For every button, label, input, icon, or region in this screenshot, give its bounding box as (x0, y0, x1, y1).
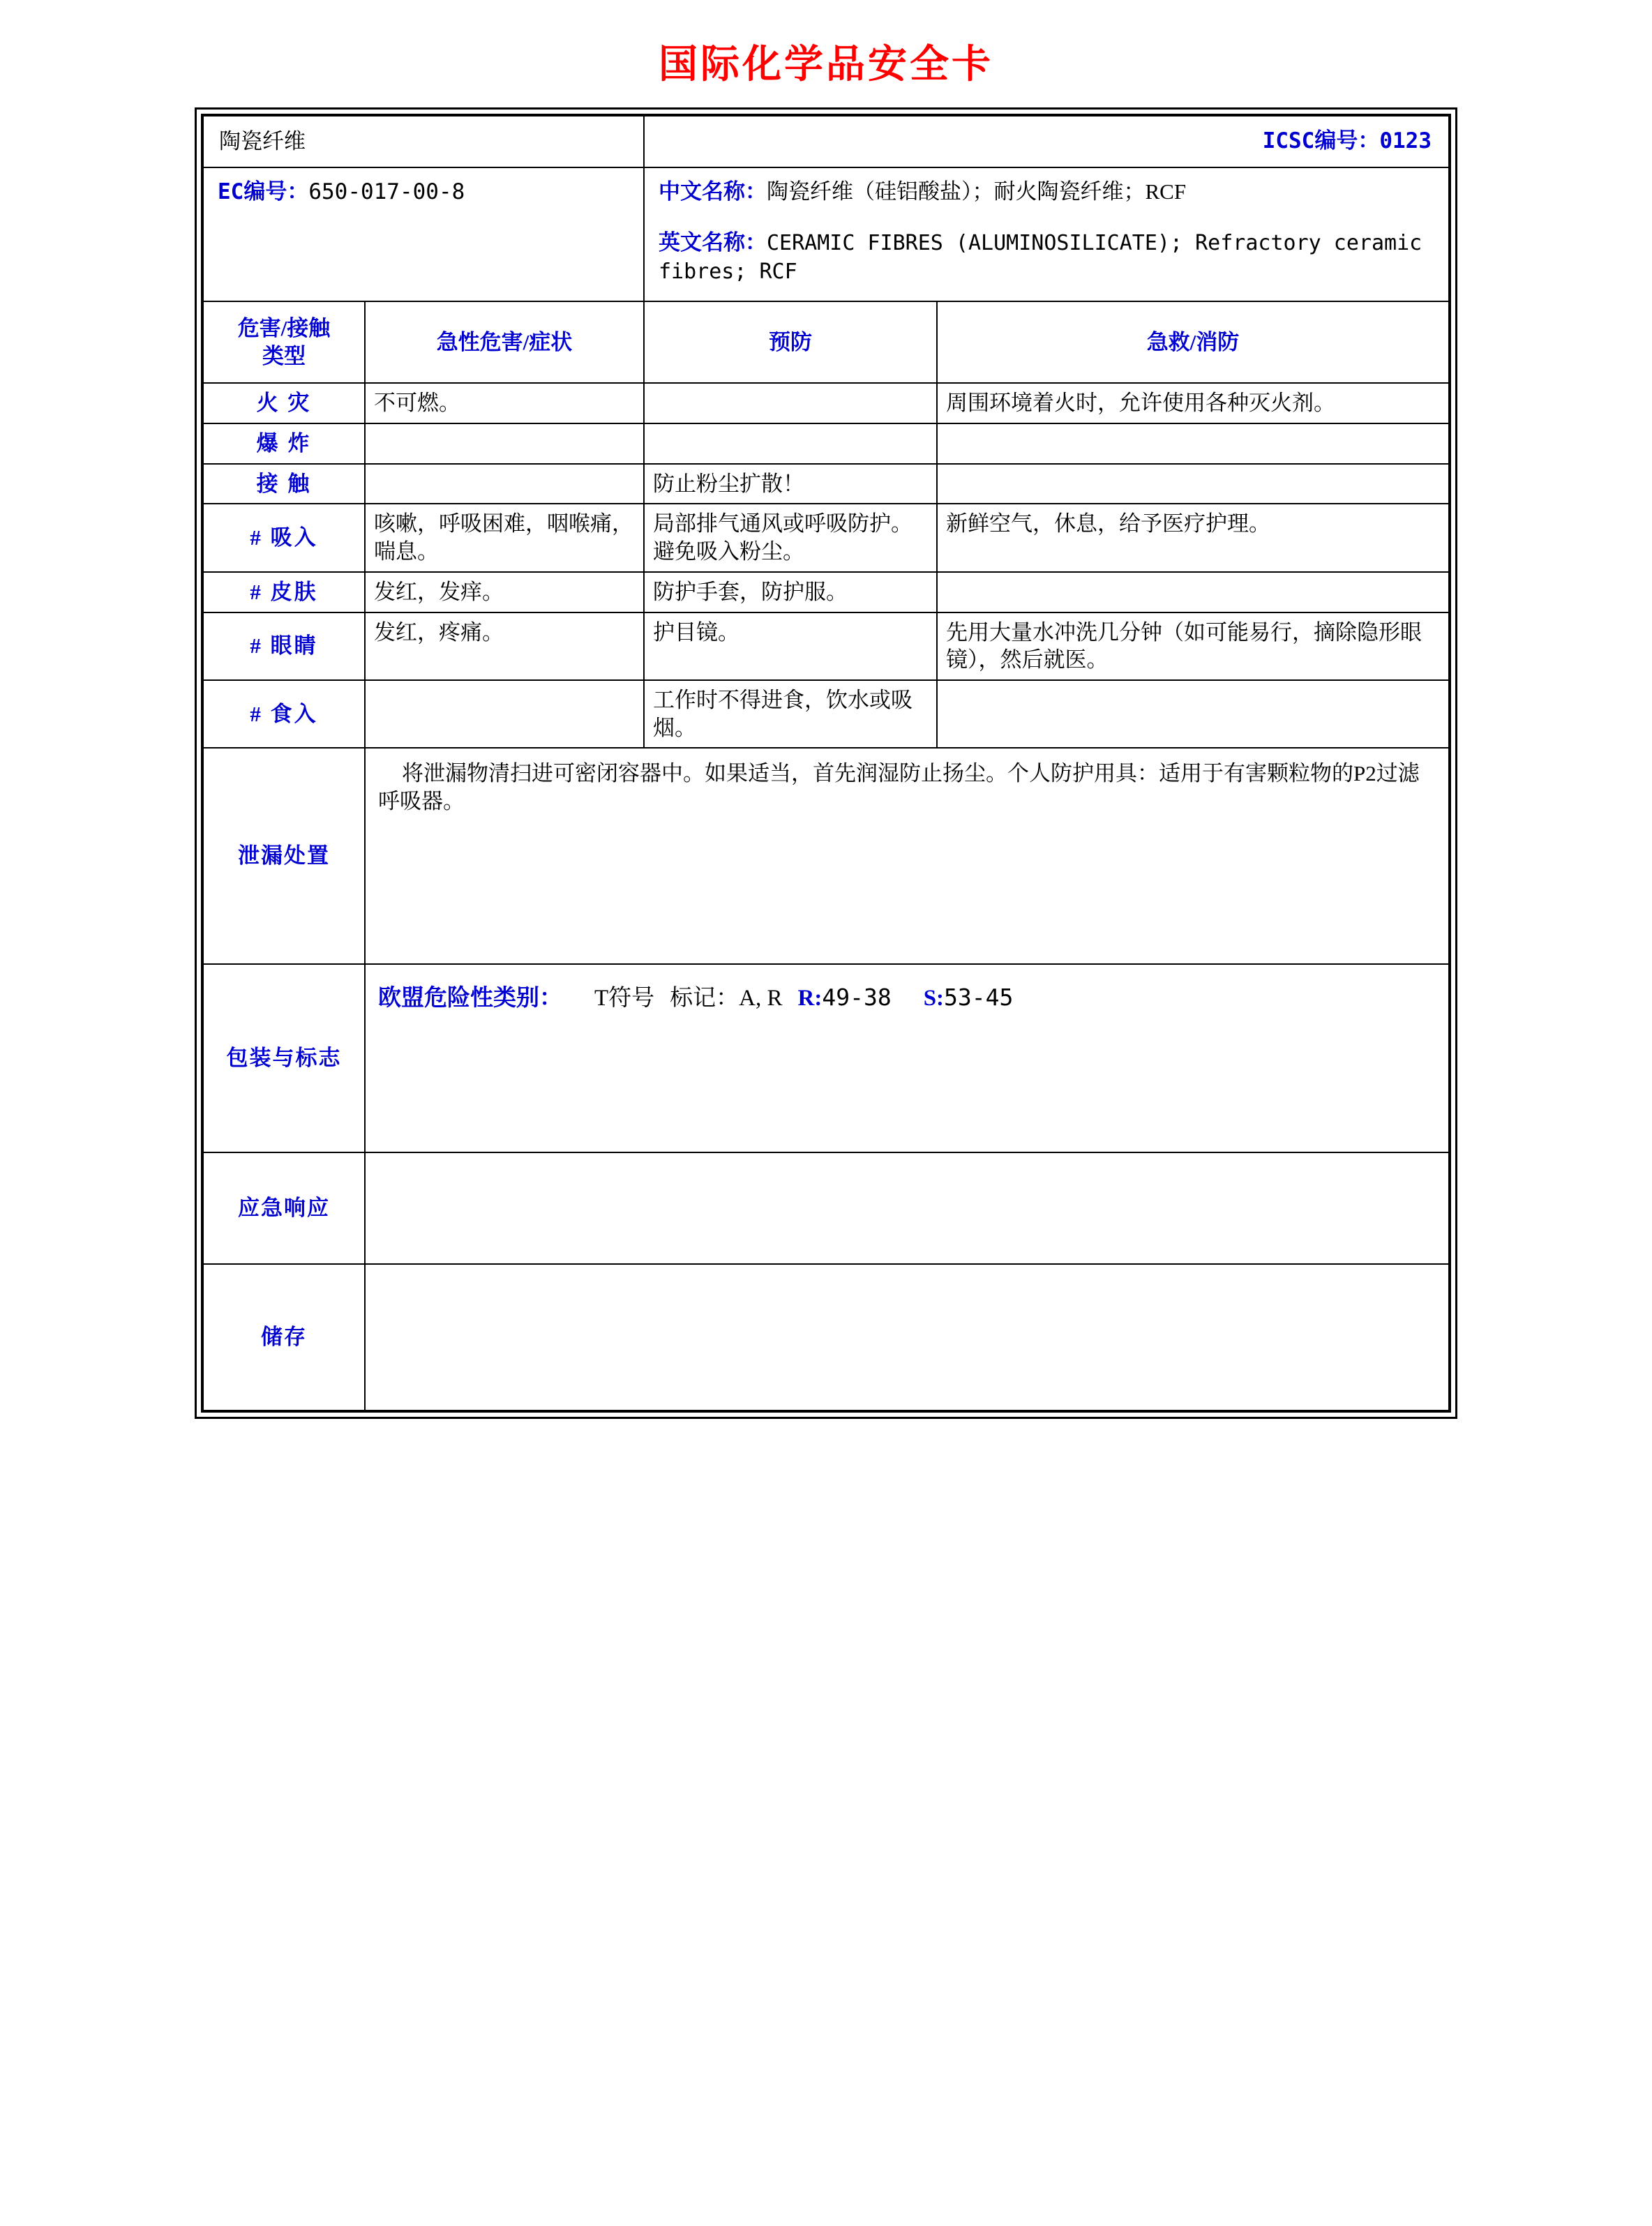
matrix-header-row (203, 301, 1449, 383)
table-row (203, 572, 1449, 612)
row-label-ingestion: # 食入 (203, 680, 365, 748)
ec-number-cell (203, 167, 644, 301)
identity-row (203, 167, 1449, 301)
safety-card-inner-border (201, 114, 1451, 1413)
row-label-inhalation: # 吸入 (203, 504, 365, 571)
eu-symbol: T符号 (594, 986, 655, 1012)
row-label-fire: 火 灾 (203, 383, 365, 423)
col-header-type (203, 301, 365, 383)
eyes-firstaid: 先用大量水冲洗几分钟（如可能易行，摘除隐形眼镜），然后就医。 (937, 612, 1449, 680)
icsc-number: 0123 (1379, 128, 1432, 153)
hazard-matrix-table (202, 301, 1450, 1411)
skin-firstaid (937, 572, 1449, 612)
eu-classification-line (378, 976, 1436, 1013)
section-body-packaging (365, 964, 1449, 1152)
safety-card-outer-border (195, 107, 1457, 1419)
section-body-storage (365, 1264, 1449, 1411)
eu-class-label: 欧盟危险性类别： (378, 986, 562, 1012)
section-label-packaging: 包装与标志 (203, 964, 365, 1152)
exposure-firstaid (937, 464, 1449, 504)
skin-prevention: 防护手套，防护服。 (644, 572, 937, 612)
s-phrases-label: S: (923, 986, 945, 1012)
ingestion-firstaid (937, 680, 1449, 748)
table-row (203, 423, 1449, 464)
cn-name-line (659, 178, 1434, 206)
names-cell (644, 167, 1449, 301)
ingestion-acute (365, 680, 644, 748)
col-header-firstaid: 急救/消防 (937, 301, 1449, 383)
section-row-storage (203, 1264, 1449, 1411)
eyes-acute: 发红，疼痛。 (365, 612, 644, 680)
explosion-firstaid (937, 423, 1449, 464)
section-label-storage: 储存 (203, 1264, 365, 1411)
r-phrases-label: R: (797, 986, 823, 1012)
en-name-value: CERAMIC FIBRES (ALUMINOSILICATE); Refractory ceramic fibres; RCF (659, 231, 1422, 284)
eyes-prevention: 护目镜。 (644, 612, 937, 680)
row-label-eyes: # 眼睛 (203, 612, 365, 680)
page-title: 国际化学品安全卡 (659, 42, 993, 87)
icsc-number-cell (644, 116, 1449, 167)
table-row (203, 464, 1449, 504)
table-row (203, 383, 1449, 423)
col-header-prevention: 预防 (644, 301, 937, 383)
section-row-packaging (203, 964, 1449, 1152)
fire-prevention (644, 383, 937, 423)
col-header-acute: 急性危害/症状 (365, 301, 644, 383)
section-body-emergency (365, 1152, 1449, 1264)
header-row (203, 116, 1449, 167)
col-header-type-line2: 类型 (262, 343, 306, 368)
cn-name-value: 陶瓷纤维（硅铝酸盐）；耐火陶瓷纤维；RCF (767, 179, 1187, 204)
cn-name-label: 中文名称： (659, 179, 767, 204)
fire-firstaid: 周围环境着火时，允许使用各种灭火剂。 (937, 383, 1449, 423)
col-header-type-line1: 危害/接触 (237, 316, 331, 341)
exposure-prevention: 防止粉尘扩散！ (644, 464, 937, 504)
ec-number: 650-017-00-8 (308, 179, 465, 204)
section-row-spill (203, 748, 1449, 964)
r-phrases-value: 49-38 (822, 984, 892, 1012)
table-row (203, 680, 1449, 748)
identity-table (202, 115, 1450, 302)
section-body-spill: 将泄漏物清扫进可密闭容器中。如果适当，首先润湿防止扬尘。个人防护用具：适用于有害颗粒物的P2过滤呼吸器。 (365, 748, 1449, 964)
eu-mark: 标记：A, R (670, 986, 783, 1012)
exposure-acute (365, 464, 644, 504)
row-label-exposure: 接 触 (203, 464, 365, 504)
explosion-prevention (644, 423, 937, 464)
row-label-skin: # 皮肤 (203, 572, 365, 612)
inhalation-prevention: 局部排气通风或呼吸防护。避免吸入粉尘。 (644, 504, 937, 571)
s-phrases-value: 53-45 (944, 984, 1014, 1012)
section-label-emergency: 应急响应 (203, 1152, 365, 1264)
icsc-label: ICSC编号： (1262, 128, 1380, 153)
table-row (203, 612, 1449, 680)
en-name-label: 英文名称： (659, 230, 767, 255)
spacer (659, 205, 1434, 229)
table-row (203, 504, 1449, 571)
section-label-spill: 泄漏处置 (203, 748, 365, 964)
en-name-line (659, 229, 1434, 285)
ingestion-prevention: 工作时不得进食，饮水或吸烟。 (644, 680, 937, 748)
section-row-emergency (203, 1152, 1449, 1264)
ec-label: EC编号： (218, 179, 309, 204)
inhalation-acute: 咳嗽，呼吸困难，咽喉痛，喘息。 (365, 504, 644, 571)
substance-name: 陶瓷纤维 (203, 116, 644, 167)
skin-acute: 发红，发痒。 (365, 572, 644, 612)
fire-acute: 不可燃。 (365, 383, 644, 423)
explosion-acute (365, 423, 644, 464)
inhalation-firstaid: 新鲜空气，休息，给予医疗护理。 (937, 504, 1449, 571)
row-label-explosion: 爆 炸 (203, 423, 365, 464)
